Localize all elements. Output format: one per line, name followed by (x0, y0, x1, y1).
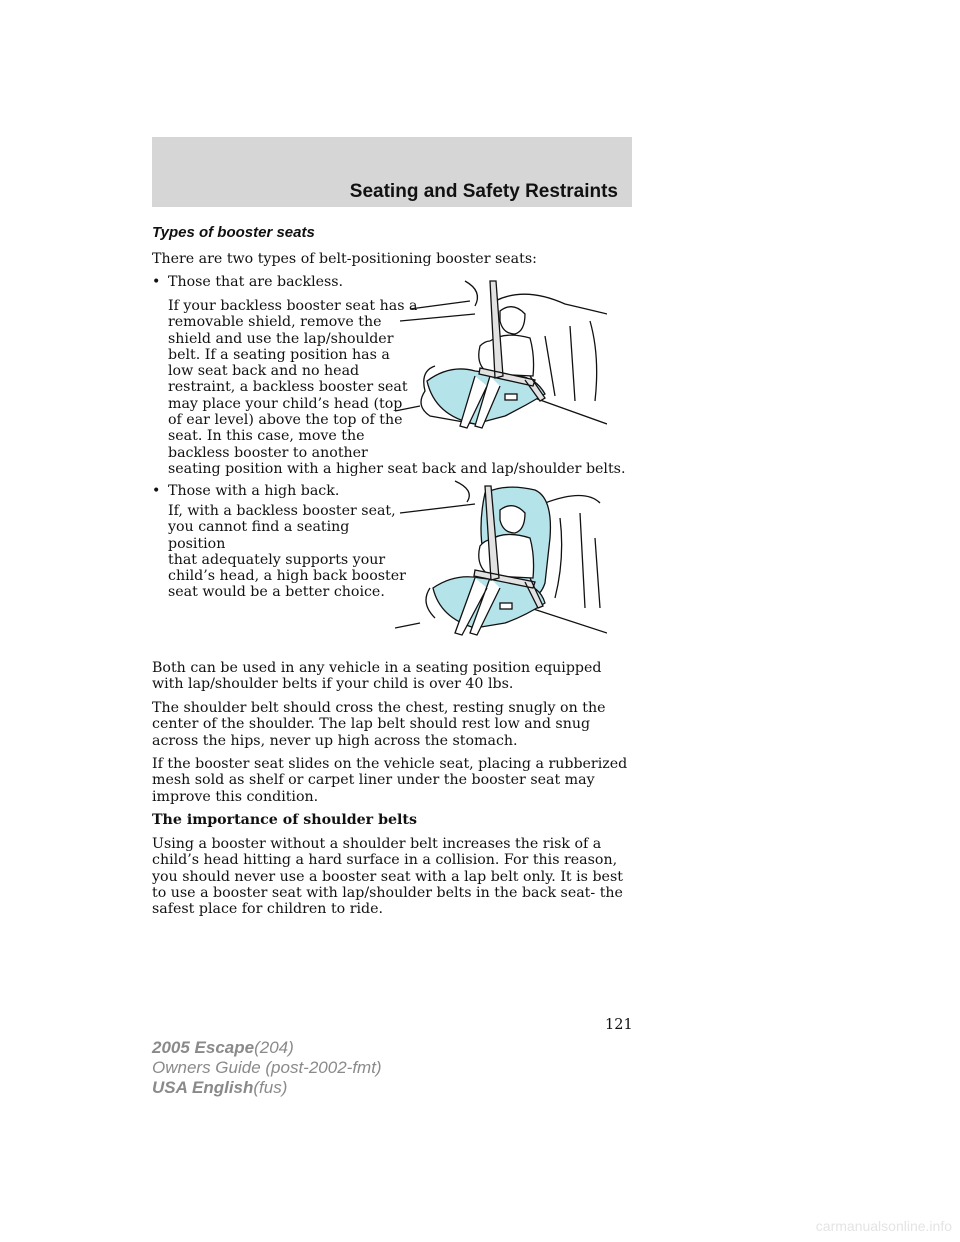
paragraph-slides: If the booster seat slides on the vehicle seat, placing a rubberized mesh sold as shelf or carpet liner under the booster seat may improve this condition. (152, 756, 628, 805)
footer-info: 2005 Escape(204) Owners Guide (post-2002-fmt) USA English(fus) (152, 1038, 382, 1097)
text-line: seat would be a better choice. (168, 584, 385, 601)
text-line: If, with a backless booster seat, (168, 503, 396, 519)
text-line: restraint, a backless booster seat (168, 379, 408, 396)
backless-booster-illustration (395, 276, 607, 434)
text-line: of ear level) above the top of the (168, 412, 403, 429)
paragraph-shoulder-belt: The shoulder belt should cross the chest, resting snugly on the center of the shoulder. The lap belt should rest low and snug across the hips, never up high across the stomach. (152, 700, 606, 749)
text-line: shield and use the lap/shoulder (168, 330, 394, 347)
paragraph-importance: Using a booster without a shoulder belt increases the risk of a child’s head hitting a hard surface in a collision. For this reason, you should never use a booster seat with a lap belt only. It is best to use a booster seat with lap/shoulder belts in the back seat- the safest place for children to ride. (152, 836, 623, 918)
section-title: Seating and Safety Restraints (349, 181, 618, 202)
watermark: carmanualsonline.info (815, 1218, 952, 1234)
seat-back-lines (545, 496, 600, 609)
text-line: removable shield, remove the (168, 314, 382, 331)
text-line: If your backless booster seat has a (168, 298, 418, 314)
text-line: backless booster to another (168, 444, 368, 461)
high-back-description (168, 503, 408, 601)
booster-label (500, 603, 512, 609)
page-number: 121 (605, 1017, 633, 1033)
bullet-backless: • Those that are backless. (152, 274, 344, 290)
text-line: low seat back and no head (168, 363, 360, 380)
text-line: seat. In this case, move the (168, 428, 365, 445)
text-line: that adequately supports your (168, 551, 386, 568)
heading-importance-shoulder-belts: The importance of shoulder belts (152, 812, 417, 828)
text-line: you cannot find a seating position (168, 519, 350, 552)
window-lines (400, 481, 475, 513)
paragraph-both: Both can be used in any vehicle in a seating position equipped with lap/shoulder belts if your child is over 40 lbs. (152, 660, 602, 693)
window-lines (400, 281, 477, 321)
bullet-high-back: • Those with a high back. (152, 483, 340, 499)
text-line: may place your child’s head (top (168, 395, 403, 412)
high-back-booster-illustration (395, 478, 607, 642)
heading-types-of-booster-seats: Types of booster seats (152, 224, 315, 241)
intro-text: There are two types of belt-positioning booster seats: (152, 251, 537, 267)
section-header-bar (152, 137, 632, 207)
text-line: seating position with a higher seat back and lap/shoulder belts. (168, 460, 626, 477)
booster-label (505, 394, 517, 400)
text-line: belt. If a seating position has a (168, 346, 390, 363)
text-line: child’s head, a high back booster (168, 568, 406, 585)
